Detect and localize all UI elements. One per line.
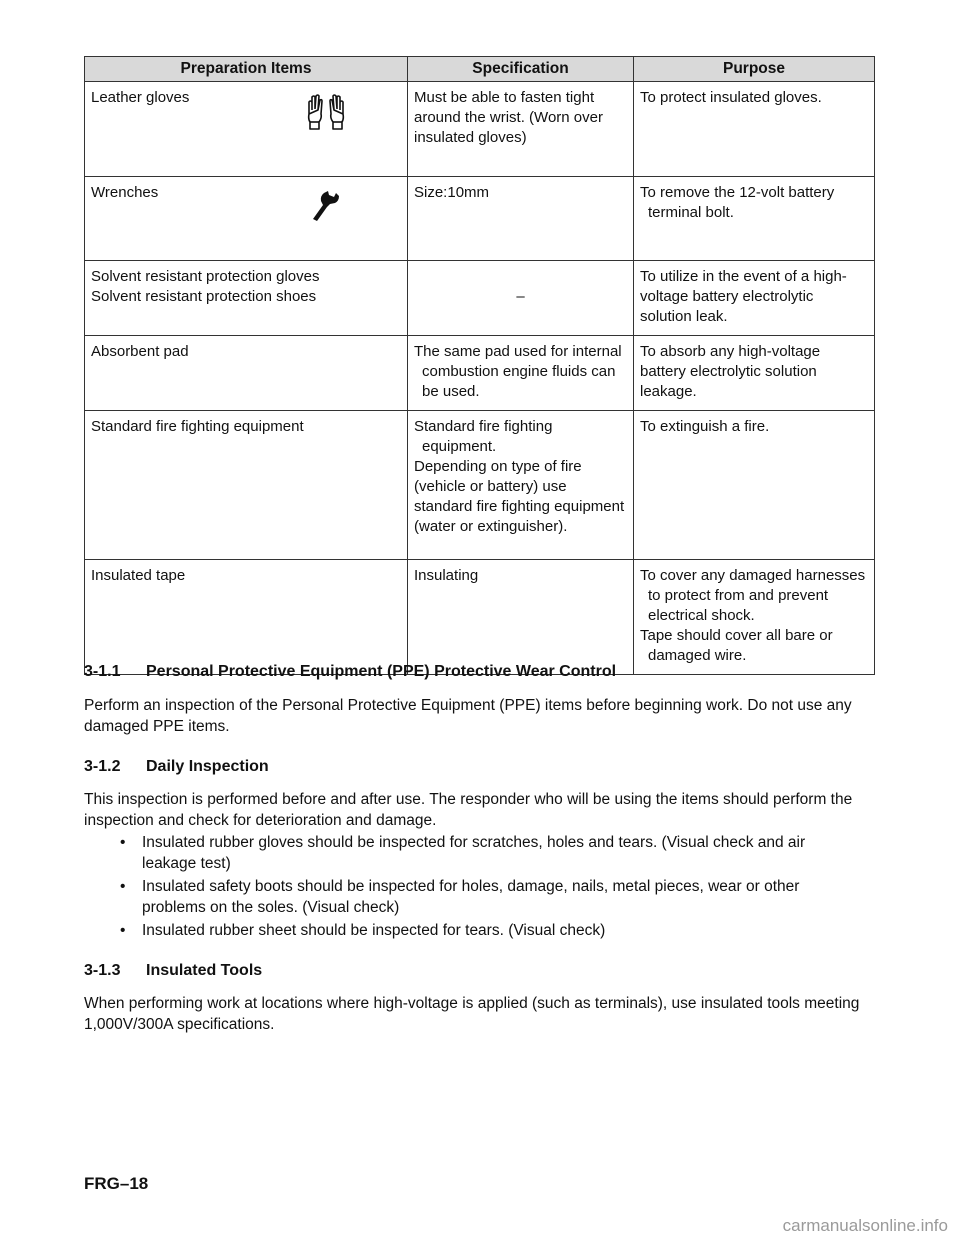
purpose-text: To extinguish a fire. <box>640 418 770 435</box>
item-cell <box>85 82 408 177</box>
item-cell <box>85 177 408 261</box>
purpose-cell <box>634 560 875 675</box>
list-item <box>120 920 860 941</box>
preparation-items-table <box>84 56 875 675</box>
spec-cell <box>408 82 634 177</box>
spec-cell <box>408 411 634 560</box>
purpose-text: Tape should cover all bare or damaged wire. <box>640 627 833 664</box>
section-number: 3-1.2 <box>84 758 121 775</box>
bullet-marker: • <box>120 834 126 851</box>
header-purpose: Purpose <box>634 57 875 82</box>
purpose-cell <box>634 177 875 261</box>
bullet-marker: • <box>120 878 126 895</box>
purpose-text: To utilize in the event of a high-voltage battery electrolytic solution leak. <box>640 268 847 325</box>
gloves-icon <box>305 92 347 132</box>
table-row <box>85 411 875 560</box>
bullet-marker: • <box>120 922 126 939</box>
item-name: Absorbent pad <box>91 343 189 360</box>
table-row <box>85 82 875 177</box>
spec-cell <box>408 560 634 675</box>
spec-text: Insulating <box>414 567 479 584</box>
spec-text: Size:10mm <box>414 184 490 201</box>
purpose-text: To cover any damaged harnesses to protect from and prevent electrical shock. <box>640 567 866 624</box>
table-row <box>85 336 875 411</box>
item-name: Solvent resistant protection gloves <box>91 268 320 285</box>
section-title: Daily Inspection <box>146 758 269 775</box>
inspection-bullet-list <box>120 832 860 943</box>
purpose-cell <box>634 82 875 177</box>
section-heading <box>84 663 616 681</box>
spec-cell <box>408 177 634 261</box>
item-cell <box>85 336 408 411</box>
table-row <box>85 177 875 261</box>
watermark-text: carmanualsonline.info <box>782 1216 948 1235</box>
section-number: 3-1.3 <box>84 962 121 979</box>
purpose-cell <box>634 261 875 336</box>
list-item-text: Insulated safety boots should be inspected for holes, damage, nails, metal pieces, wear or other problems on the soles. (Visual check) <box>142 878 800 916</box>
list-item <box>120 876 860 918</box>
item-name: Wrenches <box>91 184 159 201</box>
table-row <box>85 261 875 336</box>
section-paragraph: This inspection is performed before and after use. The responder who will be using the items should perform the inspection and check for deterioration and damage. <box>84 791 853 829</box>
item-name: Leather gloves <box>91 89 190 106</box>
purpose-text: To protect insulated gloves. <box>640 89 822 106</box>
purpose-text: To absorb any high-voltage battery electrolytic solution leakage. <box>640 343 821 400</box>
spec-text: – <box>516 288 525 305</box>
section-paragraph: When performing work at locations where high-voltage is applied (such as terminals), use insulated tools meeting 1,000V/300A specifications. <box>84 995 860 1033</box>
spec-text: Standard fire fighting equipment. <box>414 418 553 455</box>
spec-cell <box>408 261 634 336</box>
spec-text: Depending on type of fire (vehicle or battery) use standard fire fighting equipment (water or extinguisher). <box>414 458 625 535</box>
section-heading <box>84 962 262 980</box>
list-item-text: Insulated rubber sheet should be inspected for tears. (Visual check) <box>142 922 606 939</box>
purpose-text: To remove the 12-volt battery terminal bolt. <box>640 184 835 221</box>
header-specification: Specification <box>408 57 634 82</box>
purpose-cell <box>634 411 875 560</box>
section-title: Personal Protective Equipment (PPE) Protective Wear Control <box>146 663 617 680</box>
item-name: Insulated tape <box>91 567 186 584</box>
section-title: Insulated Tools <box>146 962 263 979</box>
wrench-icon <box>307 185 343 221</box>
list-item-text: Insulated rubber gloves should be inspected for scratches, holes and tears. (Visual check and air leakage test) <box>142 834 806 872</box>
header-preparation-items: Preparation Items <box>85 57 408 82</box>
table-row <box>85 560 875 675</box>
section-paragraph: Perform an inspection of the Personal Protective Equipment (PPE) items before beginning work. Do not use any damaged PPE items. <box>84 697 852 735</box>
list-item <box>120 832 860 874</box>
section-number: 3-1.1 <box>84 663 121 680</box>
item-cell <box>85 261 408 336</box>
spec-text: The same pad used for internal combustion engine fluids can be used. <box>414 343 622 400</box>
item-name: Standard fire fighting equipment <box>91 418 304 435</box>
spec-cell <box>408 336 634 411</box>
page-code: FRG–18 <box>84 1174 149 1193</box>
item-name: Solvent resistant protection shoes <box>91 288 317 305</box>
item-cell <box>85 411 408 560</box>
table-header-row <box>85 57 875 82</box>
section-heading <box>84 758 269 776</box>
item-cell <box>85 560 408 675</box>
spec-text: Must be able to fasten tight around the wrist. (Worn over insulated gloves) <box>414 89 603 146</box>
purpose-cell <box>634 336 875 411</box>
